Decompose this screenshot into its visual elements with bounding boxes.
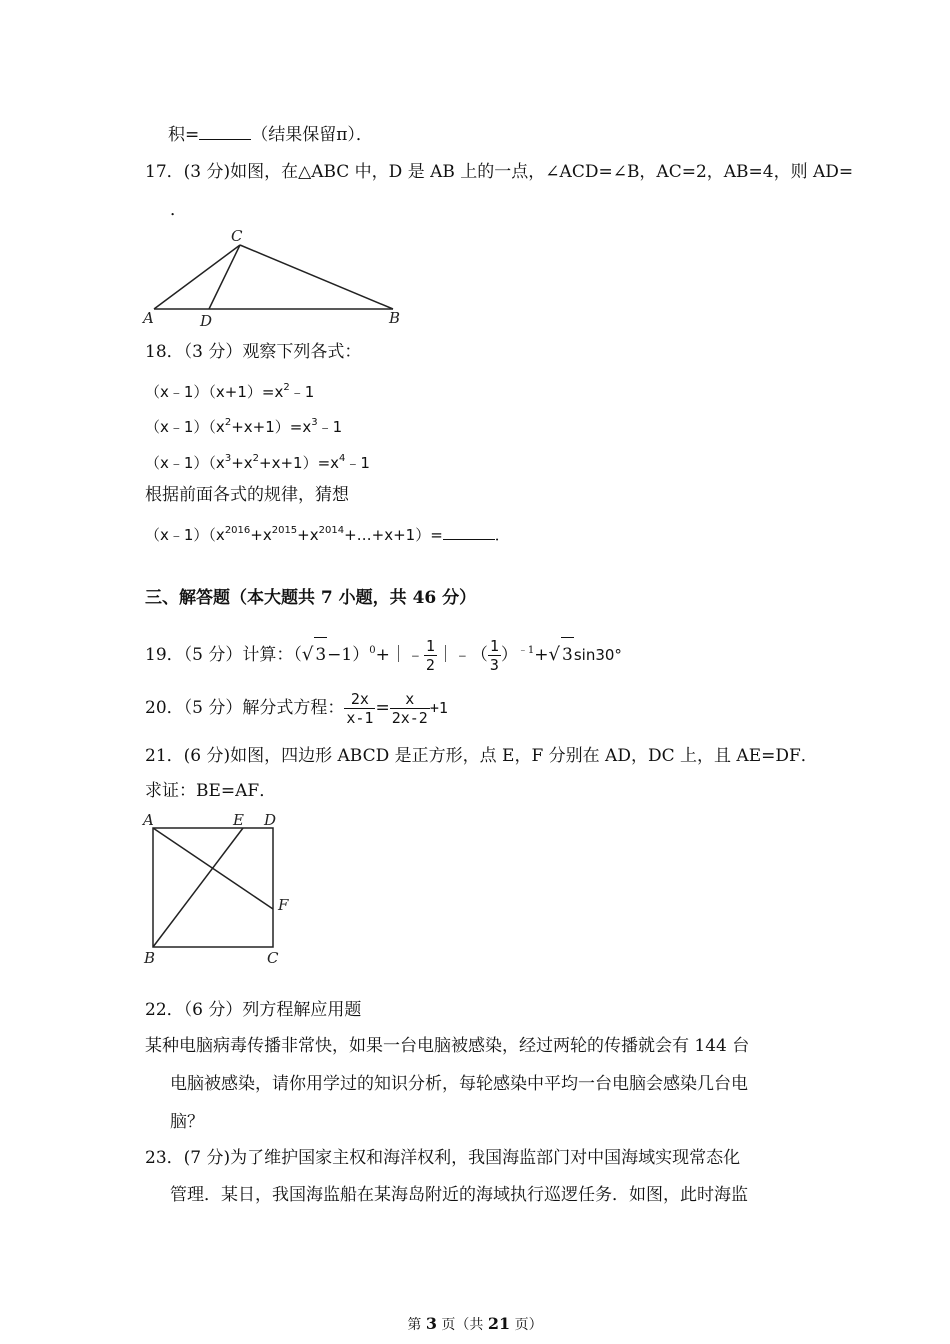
fraction-left: $\frac{2x}{x-1}$ (346, 690, 374, 727)
sqrt-symbol: √ (548, 644, 561, 665)
q22-title: 22．（6 分）列方程解应用题 (145, 1000, 362, 1020)
segment-cd (209, 245, 240, 309)
label-c: C (267, 949, 279, 967)
label-d: D (264, 811, 277, 829)
q18-eq3: $(x﹣1)(x^3+x^2+x+1)=x^4﹣1$ (145, 453, 370, 472)
segment-cb (240, 245, 393, 309)
label-d: D (200, 312, 213, 328)
fraction-third: $\frac{1}{3}$ (489, 637, 499, 674)
label-f: F (278, 896, 289, 914)
square-abcd (153, 828, 273, 947)
label-a: A (143, 309, 154, 327)
segment-be (153, 828, 243, 947)
label-a: A (143, 811, 154, 829)
current-page: 3 (425, 1314, 437, 1333)
q17-text: 17．(3 分)如图，在△ABC 中，D 是 AB 上的一点，∠ACD=∠B，AC=2，AB=4，则 AD= (145, 162, 854, 182)
q22-body-2: 电脑被感染，请你用学过的知识分析，每轮感染中平均一台电脑会感染几台电 (170, 1074, 748, 1094)
total-pages: 21 (487, 1314, 511, 1333)
q17-triangle-figure (140, 228, 410, 328)
q18-eq2: $(x﹣1)(x^2+x+1)=x^3﹣1$ (145, 417, 343, 436)
q18-eq1: $(x﹣1)(x+1)=x^2﹣1$ (145, 382, 315, 401)
q22-body-3: 脑？ (170, 1112, 204, 1132)
q16-tail: 积= （结果保留π）． (168, 125, 373, 145)
q22-body-1: 某种电脑病毒传播非常快，如果一台电脑被感染，经过两轮的传播就会有 144 台 (145, 1036, 750, 1056)
sqrt-symbol: √ (301, 644, 314, 665)
q21-text: 21．(6 分)如图，四边形 ABCD 是正方形，点 E，F 分别在 AD，DC 上，且 AE=DF． (145, 746, 818, 766)
q21-prove: 求证：BE=AF． (145, 781, 277, 801)
q19-expression: 19．（5 分）计算：（√ 3−1）$^0$+｜﹣ $\frac{1}{2}$ ｜﹣（ $\frac{1}{3}$ ）$^{﹣1}$+√ 3sin30° (145, 637, 622, 674)
q21-square-figure (140, 808, 300, 968)
label-e: E (233, 811, 244, 829)
label-c: C (231, 228, 243, 245)
fraction-right: $\frac{x}{2x-2}$ (391, 690, 428, 727)
segment-ca (154, 245, 240, 309)
segment-af (153, 828, 273, 909)
q18-title: 18．（3 分）观察下列各式： (145, 342, 362, 362)
q18-eq4: $(x﹣1)(x^{2016}+x^{2015}+x^{2014}+\dots+x+1)=$ ． (145, 525, 510, 544)
section-title: 三、解答题（本大题共 7 小题，共 46 分） (145, 588, 477, 608)
page-footer: 第 3 页（共 21 页） (407, 1314, 543, 1333)
q20-equation: 20．（5 分）解分式方程： $\frac{2x}{x-1}$ = $\frac{x}{2x-2}$ +1 (145, 690, 448, 727)
fraction-half: $\frac{1}{2}$ (425, 637, 435, 674)
label-b: B (389, 309, 401, 327)
answer-blank (199, 125, 251, 140)
answer-blank (443, 525, 495, 540)
q18-guess: 根据前面各式的规律，猜想 (145, 485, 349, 505)
label-b: B (144, 949, 156, 967)
q23-line-2: 管理．某日，我国海监船在某海岛附近的海域执行巡逻任务．如图，此时海监 (170, 1185, 748, 1205)
q23-line-1: 23．(7 分)为了维护国家主权和海洋权利，我国海监部门对中国海域实现常态化 (145, 1148, 741, 1168)
q17-end: ． (170, 200, 187, 220)
